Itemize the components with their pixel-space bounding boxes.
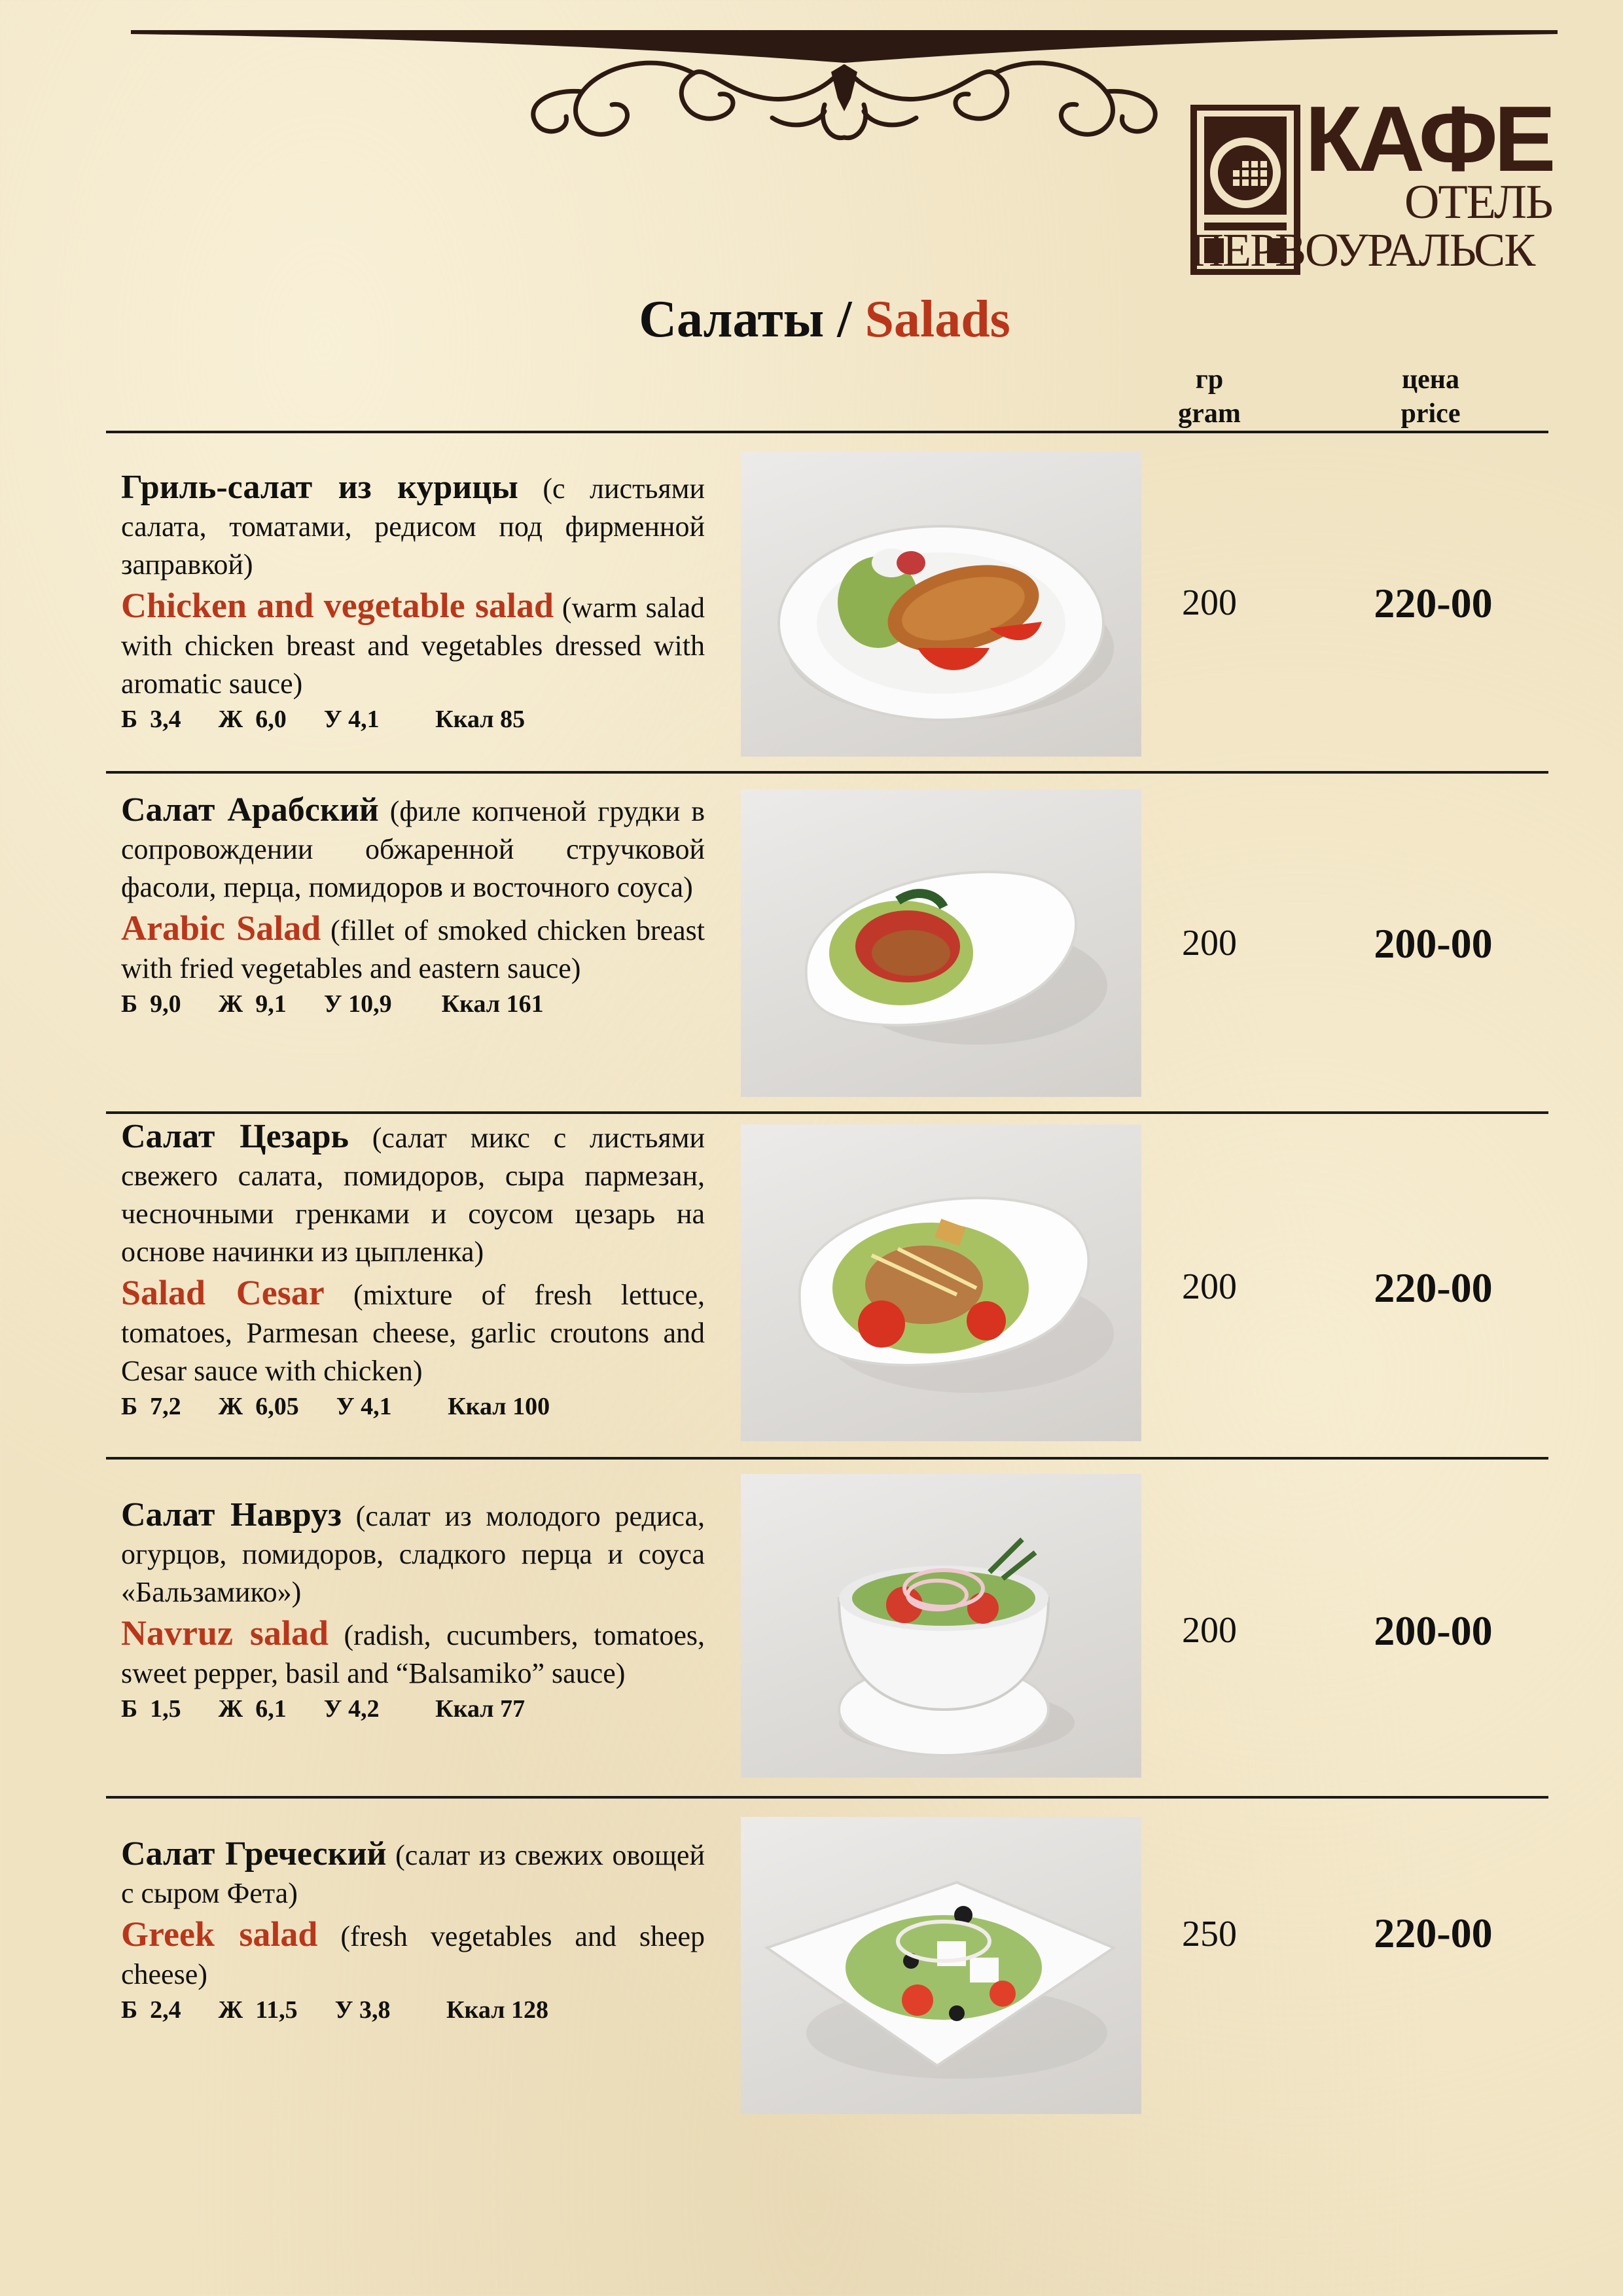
- divider: [106, 771, 1548, 774]
- item-ru-name: Салат Греческий: [121, 1835, 387, 1873]
- item-en-name: Greek salad: [121, 1914, 318, 1954]
- item-ru-desc-text: (салат из молодого редиса, огурцов, помидоров, сладкого перца и соуса «Бальзамико»): [121, 1500, 705, 1608]
- menu-item: [121, 1835, 705, 2025]
- divider: [106, 431, 1548, 433]
- item-ru-desc-text: (филе копченой грудки в сопровождении обжаренной стручковой фасоли, перца, помидоров и восточного соуса): [121, 795, 705, 903]
- item-weight: 200: [1182, 1610, 1237, 1651]
- column-header-price: [1365, 363, 1496, 431]
- item-en-name: Arabic Salad: [121, 908, 321, 948]
- item-nutrition: Б 2,4 Ж 11,5 У 3,8 Ккал 128: [121, 1996, 549, 2024]
- column-header-price-en: price: [1400, 399, 1461, 429]
- logo-hotel-text: ОТЕЛЬ: [1404, 175, 1552, 229]
- menu-item: [121, 1496, 705, 1724]
- item-price: 220-00: [1374, 580, 1493, 626]
- page-title-ru: Салаты /: [639, 291, 865, 348]
- page-title-en: Salads: [865, 291, 1010, 348]
- item-weight: 200: [1182, 1266, 1237, 1307]
- item-price: 200-00: [1374, 920, 1493, 967]
- item-price: 220-00: [1374, 1910, 1493, 1956]
- column-header-gram: [1144, 363, 1275, 431]
- item-en-name: Navruz salad: [121, 1613, 329, 1653]
- item-en-description: [121, 1614, 705, 1693]
- logo-city-text: ПЕРВОУРАЛЬСК: [1190, 224, 1535, 276]
- item-ru-name: Салат Арабский: [121, 791, 379, 829]
- menu-item: [121, 1118, 705, 1422]
- arabic-salad-photo: [741, 789, 1141, 1097]
- item-ru-description: [121, 1496, 705, 1611]
- item-en-desc-text: (mixture of fresh lettuce, tomatoes, Parmesan cheese, garlic croutons and Cesar sauce with chicken): [121, 1279, 705, 1387]
- page-title: [0, 293, 1623, 346]
- item-en-description: [121, 909, 705, 988]
- cafe-logo: [1190, 87, 1552, 281]
- item-en-desc-text: (fillet of smoked chicken breast with fried vegetables and eastern sauce): [121, 914, 705, 984]
- menu-item: [121, 791, 705, 1019]
- item-price: 220-00: [1374, 1265, 1493, 1311]
- item-ru-name: Салат Цезарь: [121, 1118, 349, 1155]
- item-en-desc-text: (radish, cucumbers, tomatoes, sweet pepper, basil and “Balsamiko” sauce): [121, 1619, 705, 1689]
- item-weight: 250: [1182, 1914, 1237, 1954]
- item-ru-desc-text: (салат из свежих овощей с сыром Фета): [121, 1839, 705, 1909]
- item-ru-desc-text: (салат микс с листьями свежего салата, помидоров, сыра пармезан, чесночными гренками и соусом цезарь на основе начинки из цыпленка): [121, 1122, 705, 1268]
- column-header-price-ru: цена: [1401, 365, 1460, 395]
- chicken-salad-photo: [741, 452, 1141, 757]
- item-nutrition: Б 1,5 Ж 6,1 У 4,2 Ккал 77: [121, 1695, 526, 1723]
- divider: [106, 1111, 1548, 1114]
- item-en-name: Salad Cesar: [121, 1273, 325, 1312]
- column-header-gram-ru: гр: [1195, 365, 1224, 395]
- item-en-description: [121, 1274, 705, 1390]
- item-weight: 200: [1182, 923, 1237, 963]
- item-price: 200-00: [1374, 1607, 1493, 1654]
- item-en-description: [121, 586, 705, 703]
- item-ru-desc-text: (с листьями салата, томатами, редисом под фирменной заправкой): [121, 473, 705, 581]
- greek-salad-photo: [741, 1817, 1141, 2114]
- divider: [106, 1796, 1548, 1799]
- item-ru-description: [121, 1118, 705, 1271]
- item-nutrition: Б 9,0 Ж 9,1 У 10,9 Ккал 161: [121, 990, 544, 1018]
- navruz-salad-photo: [741, 1474, 1141, 1778]
- logo-kafe-text: КАФЕ: [1305, 87, 1552, 191]
- item-nutrition: Б 7,2 Ж 6,05 У 4,1 Ккал 100: [121, 1393, 550, 1420]
- item-nutrition: Б 3,4 Ж 6,0 У 4,1 Ккал 85: [121, 706, 526, 733]
- item-ru-name: Салат Навруз: [121, 1496, 342, 1534]
- item-ru-description: [121, 1835, 705, 1912]
- menu-item: [121, 469, 705, 734]
- item-weight: 200: [1182, 583, 1237, 623]
- item-en-desc-text: (warm salad with chicken breast and vegetables dressed with aromatic sauce): [121, 592, 705, 700]
- caesar-salad-photo: [741, 1124, 1141, 1441]
- column-header-gram-en: gram: [1178, 399, 1241, 429]
- item-ru-name: Гриль-салат из курицы: [121, 469, 518, 506]
- item-ru-description: [121, 469, 705, 584]
- divider: [106, 1457, 1548, 1460]
- item-en-description: [121, 1915, 705, 1994]
- item-en-desc-text: (fresh vegetables and sheep cheese): [121, 1920, 705, 1990]
- item-ru-description: [121, 791, 705, 906]
- item-en-name: Chicken and vegetable salad: [121, 586, 554, 625]
